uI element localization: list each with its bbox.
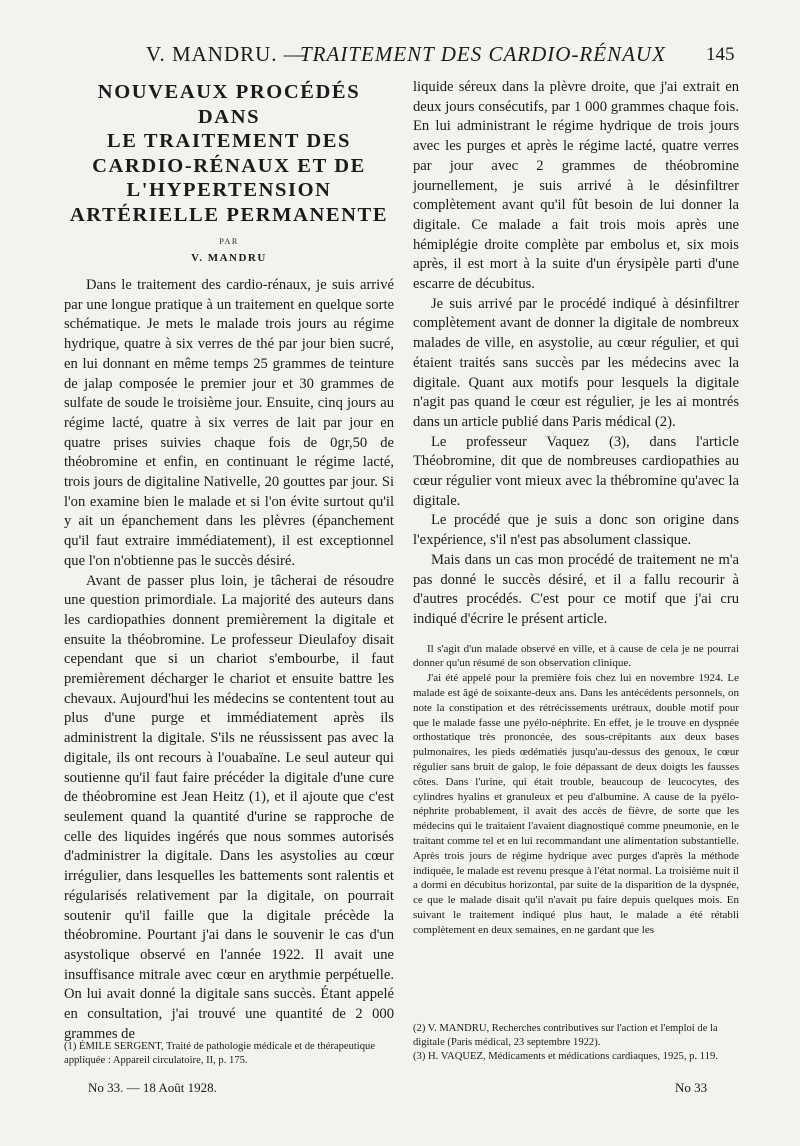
paragraph: Avant de passer plus loin, je tâcherai de résoudre une question primordiale. La majorité des auteurs dans les cardiopathies donnent premièrement la digitale et ensuite la théobromine. Le professeur Dieulafoy disait cependant que si un chariot s'embourbe, il faut premièrement décharger le chariot et ensuite battre les chevaux. Aujourd'hui les médecins se contentent tout au plus d'une purge et immédiatement après ils administrent la digitale. S'ils ne réussissent pas avec la digitale, ils ont recours à l'ouabaïne. Le seul auteur qui soutienne qu'il faut faire précéder la digitale d'une cure de théobromine est Jean Heitz (1), et il ajoute que c'est seulement quand la quantité d'urine se rapproche de celle des liquides ingérés que nous sommes autorisés d'administrer la digitale. Dans les asystolies au cœur irrégulier, dans lesquelles les battements sont ralentis et régularisés relativement par la digitale, on pourrait soutenir qu'il faille que la digitale précède la théobromine. Pourtant j'ai dans le souvenir le cas d'un asystolique observé en l'année 1922. Il avait une insuffisance mitrale avec cœur en arythmie perpétuelle. On lui avait donné la digitale sans succès. Étant appelé en consultation, j'ai trouvé une quantité de 2 000 grammes de [64, 572, 394, 1042]
title-line: L'HYPERTENSION [126, 179, 332, 201]
paragraph: Mais dans un cas mon procédé de traitement ne m'a pas donné le succès désiré, et il a fallu recourir à d'autres procédés. C'est pour ce motif que j'ai cru indiqué d'écrire le présent article. [413, 551, 739, 627]
running-header [0, 42, 800, 72]
header-author: V. MANDRU. — [146, 42, 306, 66]
title-line: ARTÉRIELLE PERMANENTE [69, 203, 389, 226]
footnote-1: (1) ÉMILE SERGENT, Traité de pathologie médicale et de thérapeutique appliquée : Appareil circulatoire, II, p. 175. [64, 1041, 376, 1066]
title-line: NOUVEAUX PROCÉDÉS DANS [97, 81, 361, 128]
small-paragraph: Il s'agit d'un malade observé en ville, et à cause de cela je ne pourrai donner qu'un résumé de son observation clinique. [413, 642, 739, 670]
case-report [413, 642, 739, 938]
byline-author: V. MANDRU [191, 252, 267, 264]
right-body [413, 78, 739, 630]
byline-par: PAR [219, 237, 239, 246]
header-title: TRAITEMENT DES CARDIO-RÉNAUX [300, 42, 666, 66]
right-column [413, 78, 739, 938]
paragraph: Dans le traitement des cardio-rénaux, je suis arrivé par une longue pratique à un traitement en quelque sorte schématique. Je mets le malade trois jours au régime hydrique, quatre à six verres de thé par jour bien sucré, en lui donnant en même temps 25 grammes de teinture de jalap composée le premier jour et 30 grammes de sulfate de soude le troisième jour. Ensuite, cinq jours au régime lacté, quatre à six verres de lait par jour en quatre prises suivies chaque fois de 0gr,50 de théobromine et enfin, en continuant le régime lacté, trois jours de digitaline Nativelle, 20 gouttes par jour. Si l'on examine bien le malade et si l'on évite surtout qu'il y ait un épanchement dans les plèvres (épanchement qu'il faut extraire immédiatement), il est exceptionnel que l'on n'obtienne pas le succès désiré. [64, 277, 394, 569]
issue-footer-left: No 33. — 18 Août 1928. [88, 1080, 217, 1095]
footnote-3: (3) H. VAQUEZ, Médicaments et médications cardiaques, 1925, p. 119. [413, 1051, 718, 1062]
left-body [64, 276, 394, 1044]
article-title [64, 80, 394, 227]
left-column [64, 78, 394, 1044]
issue-footer-right: No 33 [675, 1080, 708, 1095]
footnotes-right [413, 1022, 739, 1064]
small-paragraph: J'ai été appelé pour la première fois chez lui en novembre 1924. Le malade est âgé de soixante-deux ans. Dans les antécédents personnels, on note la constipation et des rétrécissements urétraux, double motif pour que le malade fasse une pyélo-néphrite. En effet, je le trouve en dyspnée orthostatique très prononcée, des sous-crépitants aux deux bases pulmonaires, les pieds œdématiés jusqu'au-dessus des genoux, le cœur régulier sans bruit de galop, le foie dépassant de deux doigts les fausses côtes. Dans l'urine, qui était trouble, beaucoup de leucocytes, des cylindres hyalins et granuleux et peu d'albumine. A cause de la pyélo-néphrite probablement, il avait des accès de fièvre, de sorte que les médecins qui le traitaient l'avaient diagnostiqué comme pneumonie, en le traitant comme tel et en lui recommandant une alimentation substantielle. Après trois jours de régime hydrique avec purges d'après la méthode indiquée, le malade est revenu presque à l'état normal. La troisième nuit il a dormi en décubitus horizontal, par suite de la disparition de la dyspnée, ce que le malade disait qu'il n'avait pu faire depuis quelques mois. En suivant le traitement indiqué plus haut, le malade a été rétabli complètement en deux semaines, en ne gardant que les [413, 672, 739, 936]
paragraph: Le procédé que je suis a donc son origine dans l'expérience, s'il n'est pas absolument classique. [413, 512, 739, 549]
paragraph: Je suis arrivé par le procédé indiqué à désinfiltrer complètement avant de donner la digitale de nombreux malades de ville, en asystolie, au cœur régulier, et qui étaient traités sans succès par les médecins avec la digitale. Quant aux motifs pour lesquels la digitale n'agit pas quand le cœur est régulier, je les ai montrés dans un article publié dans Paris médical (2). [413, 295, 739, 430]
title-line: CARDIO-RÉNAUX ET DE [92, 154, 366, 177]
footnote-2: (2) V. MANDRU, Recherches contributives sur l'action et l'emploi de la digitale (Paris médical, 23 septembre 1922). [413, 1023, 718, 1048]
paragraph: Le professeur Vaquez (3), dans l'article Théobromine, dit que de nombreuses cardiopathies au cœur régulier vont mieux avec la thébromine qu'avec la digitale. [413, 433, 739, 509]
title-line: LE TRAITEMENT DES [106, 130, 352, 152]
footnotes-left [64, 1040, 394, 1068]
page-number: 145 [706, 44, 735, 65]
paragraph: liquide séreux dans la plèvre droite, que j'ai extrait en deux jours consécutifs, par 1 000 grammes chaque fois. En lui administrant le régime hydrique de trois jours avec les purges et après le régime lacté, quatre verres par jour avec 2 grammes de théobromine journellement, je suis arrivé à le désinfiltrer complètement avant qu'il fût besoin de lui donner la digitale. Ce malade a fait trois mois après une hémiplégie droite complète par embolus et, six mois après, il est mort à la suite d'un érysipèle parti d'une escarre de décubitus. [413, 79, 739, 293]
